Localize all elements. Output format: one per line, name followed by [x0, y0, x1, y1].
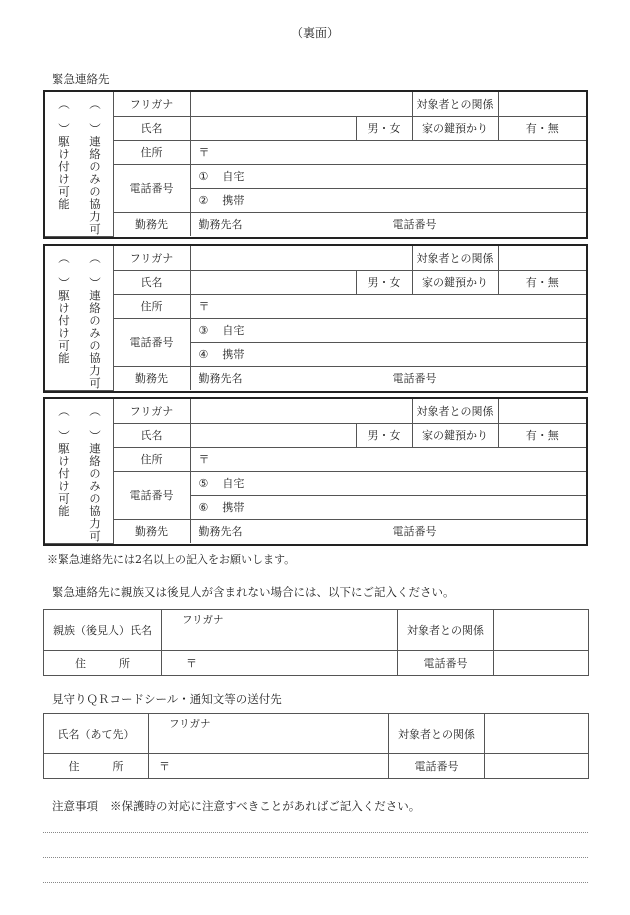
gender-select[interactable]: 男・女 — [356, 116, 412, 140]
mailing-postal-mark: 〒 — [159, 760, 170, 773]
mailing-address-label: 住 所 — [44, 754, 149, 779]
phone-label: 電話番号 — [113, 318, 190, 366]
relative-phone-label: 電話番号 — [398, 651, 494, 676]
relative-name-label: 親族（後見人）氏名 — [44, 610, 162, 651]
name-label: 氏名 — [113, 116, 190, 140]
mailing-relation-label: 対象者との関係 — [389, 714, 485, 754]
relation-field[interactable] — [498, 246, 586, 270]
relative-address-field[interactable] — [162, 651, 398, 676]
notes-line-1[interactable] — [43, 832, 588, 833]
home-phone-field[interactable] — [190, 471, 586, 495]
relative-postal-mark: 〒 — [186, 657, 197, 670]
emergency-note: ※緊急連絡先には2名以上の記入をお願いします。 — [47, 553, 296, 566]
emergency-contact-table — [45, 399, 586, 544]
home-phone-field[interactable] — [190, 164, 586, 188]
home-label: 自宅 — [222, 477, 245, 490]
contact-only-option[interactable]: （ ）連絡のみの協力可 — [88, 252, 102, 390]
phone-number-2: ② — [198, 194, 209, 207]
key-label: 家の鍵預かり — [412, 270, 498, 294]
mobile-phone-field[interactable] — [190, 342, 586, 366]
work-field[interactable] — [190, 212, 586, 236]
can-rush-option[interactable]: （ ）駆け付け可能 — [57, 252, 71, 365]
emergency-contact-table — [45, 246, 586, 391]
address-field[interactable] — [190, 447, 586, 471]
relative-name-field[interactable] — [162, 610, 398, 651]
mobile-phone-field[interactable] — [190, 495, 586, 519]
relative-instruction: 緊急連絡先に親族又は後見人が含まれない場合には、以下にご記入ください。 — [52, 585, 455, 599]
contact-only-option[interactable]: （ ）連絡のみの協力可 — [88, 405, 102, 543]
name-field[interactable] — [190, 423, 356, 447]
availability-cell — [45, 246, 113, 390]
postal-mark: 〒 — [198, 453, 210, 466]
relative-relation-field[interactable] — [494, 610, 589, 651]
work-label: 勤務先 — [113, 519, 190, 543]
name-label: 氏名 — [113, 423, 190, 447]
address-label: 住所 — [113, 294, 190, 318]
key-select[interactable]: 有・無 — [498, 270, 586, 294]
can-rush-option[interactable]: （ ）駆け付け可能 — [57, 98, 71, 211]
gender-select[interactable]: 男・女 — [356, 423, 412, 447]
relation-label: 対象者との関係 — [412, 399, 498, 423]
emergency-section-title: 緊急連絡先 — [52, 72, 110, 86]
mailing-name-label: 氏名（あて先） — [44, 714, 149, 754]
address-field[interactable] — [190, 294, 586, 318]
phone-label: 電話番号 — [113, 164, 190, 212]
notes-line — [52, 798, 420, 814]
relative-address-label: 住 所 — [44, 651, 162, 676]
notes-line-3[interactable] — [43, 882, 588, 883]
work-name-label: 勤務先名 — [198, 218, 243, 232]
mailing-section-title: 見守りＱＲコードシール・通知文等の送付先 — [52, 692, 282, 706]
furigana-field[interactable] — [190, 92, 412, 116]
key-select[interactable]: 有・無 — [498, 116, 586, 140]
emergency-contact-table — [45, 92, 586, 237]
furigana-label: フリガナ — [113, 399, 190, 423]
home-label: 自宅 — [222, 324, 245, 337]
name-field[interactable] — [190, 270, 356, 294]
work-label: 勤務先 — [113, 212, 190, 236]
phone-number-2: ④ — [198, 348, 209, 361]
home-label: 自宅 — [222, 170, 245, 183]
relative-relation-label: 対象者との関係 — [398, 610, 494, 651]
address-label: 住所 — [113, 140, 190, 164]
mobile-label: 携帯 — [222, 348, 245, 361]
furigana-field[interactable] — [190, 399, 412, 423]
availability-cell — [45, 92, 113, 236]
notes-text: ※保護時の対応に注意すべきことがあればご記入ください。 — [110, 799, 421, 813]
relation-label: 対象者との関係 — [412, 92, 498, 116]
work-name-label: 勤務先名 — [198, 372, 243, 386]
mobile-label: 携帯 — [222, 194, 245, 207]
mailing-relation-field[interactable] — [485, 714, 589, 754]
work-phone-label: 電話番号 — [392, 525, 437, 539]
home-phone-field[interactable] — [190, 318, 586, 342]
key-label: 家の鍵預かり — [412, 423, 498, 447]
notes-line-2[interactable] — [43, 857, 588, 858]
name-field[interactable] — [190, 116, 356, 140]
phone-number-2: ⑥ — [198, 501, 209, 514]
key-select[interactable]: 有・無 — [498, 423, 586, 447]
emergency-contact-block — [43, 90, 588, 239]
notes-label: 注意事項 — [52, 799, 98, 813]
work-label: 勤務先 — [113, 366, 190, 390]
postal-mark: 〒 — [198, 146, 210, 159]
availability-cell — [45, 399, 113, 543]
postal-mark: 〒 — [198, 300, 210, 313]
address-label: 住所 — [113, 447, 190, 471]
phone-number-1: ⑤ — [198, 477, 209, 490]
name-label: 氏名 — [113, 270, 190, 294]
phone-number-1: ① — [198, 170, 209, 183]
work-name-label: 勤務先名 — [198, 525, 243, 539]
mobile-label: 携帯 — [222, 501, 245, 514]
emergency-contact-block — [43, 244, 588, 393]
relative-table — [43, 609, 589, 676]
contact-only-option[interactable]: （ ）連絡のみの協力可 — [88, 98, 102, 236]
work-phone-label: 電話番号 — [392, 372, 437, 386]
mailing-furigana-label: フリガナ — [169, 718, 211, 730]
phone-number-1: ③ — [198, 324, 209, 337]
relation-field[interactable] — [498, 399, 586, 423]
work-phone-label: 電話番号 — [392, 218, 437, 232]
furigana-label: フリガナ — [113, 246, 190, 270]
phone-label: 電話番号 — [113, 471, 190, 519]
relation-label: 対象者との関係 — [412, 246, 498, 270]
emergency-contact-block — [43, 397, 588, 546]
relation-field[interactable] — [498, 92, 586, 116]
mailing-address-field[interactable] — [149, 754, 389, 779]
relative-phone-field[interactable] — [494, 651, 589, 676]
mobile-phone-field[interactable] — [190, 188, 586, 212]
mailing-name-field[interactable] — [149, 714, 389, 754]
work-field[interactable] — [190, 366, 586, 390]
can-rush-option[interactable]: （ ）駆け付け可能 — [57, 405, 71, 518]
mailing-phone-label: 電話番号 — [389, 754, 485, 779]
key-label: 家の鍵預かり — [412, 116, 498, 140]
mailing-phone-field[interactable] — [485, 754, 589, 779]
relative-furigana-label: フリガナ — [182, 614, 224, 626]
address-field[interactable] — [190, 140, 586, 164]
furigana-field[interactable] — [190, 246, 412, 270]
gender-select[interactable]: 男・女 — [356, 270, 412, 294]
mailing-table — [43, 713, 589, 779]
work-field[interactable] — [190, 519, 586, 543]
page-title: （裏面） — [290, 26, 339, 40]
furigana-label: フリガナ — [113, 92, 190, 116]
